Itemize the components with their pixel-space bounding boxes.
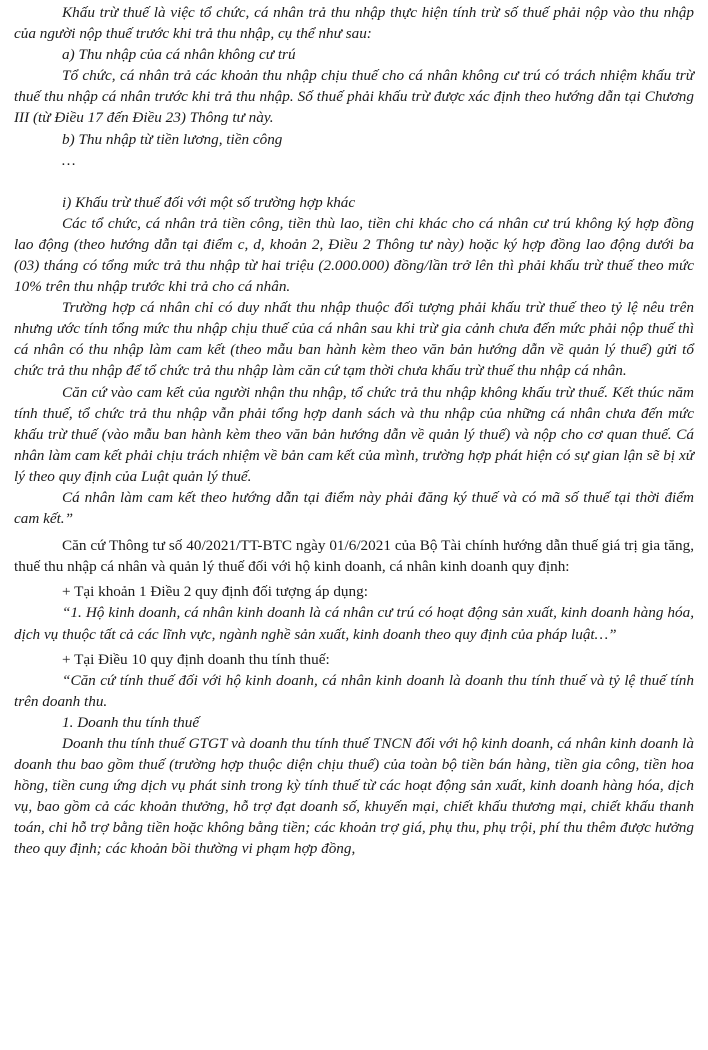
paragraph-article-10: + Tại Điều 10 quy định doanh thu tính thuế:: [62, 650, 330, 668]
heading-nonresident-income: a) Thu nhập của cá nhân không cư trú: [62, 46, 296, 64]
quote-business-households: “1. Hộ kinh doanh, cá nhân kinh doanh là cá nhân cư trú có hoạt động sản xuất, kinh doanh hàng hóa, dịch vụ thuộc tất cả các lĩnh vực, ngành nghề sản xuất, kinh doanh theo quy định của pháp luật…”: [14, 604, 694, 643]
heading-salary-income: b) Thu nhập từ tiền lương, tiền công: [62, 130, 283, 148]
ellipsis-omission: …: [62, 151, 76, 169]
quote-tax-basis: “Căn cứ tính thuế đối với hộ kinh doanh, cá nhân kinh doanh là doanh thu tính thuế và tỷ lệ thuế tính trên doanh thu.: [14, 671, 694, 710]
paragraph-taxable-revenue-definition: Doanh thu tính thuế GTGT và doanh thu tính thuế TNCN đối với hộ kinh doanh, cá nhân kinh doanh là doanh thu bao gồm thuế (trường hợp thuộc diện chịu thuế) của toàn bộ tiền bán hàng, tiền gia công, tiền hoa hồng, tiền cung ứng dịch vụ phát sinh trong kỳ tính thuế từ các hoạt động sản xuất, kinh doanh hàng hóa, dịch vụ, bao gồm cả các khoản thưởng, hỗ trợ đạt doanh số, khuyến mại, chiết khấu thương mại, chiết khấu thanh toán, chi hỗ trợ bằng tiền hoặc không bằng tiền; các khoản trợ giá, phụ thu, phụ trội, phí thu thêm được hưởng theo quy định; các khoản bồi thường vi phạm hợp đồng,: [14, 735, 694, 858]
paragraph-withholding-definition: Khấu trừ thuế là việc tổ chức, cá nhân trả thu nhập thực hiện tính trừ số thuế phải nộp vào thu nhập của người nộp thuế trước khi trả thu nhập, cụ thể như sau:: [14, 4, 694, 43]
heading-taxable-revenue: 1. Doanh thu tính thuế: [62, 713, 200, 731]
paragraph-circular-40: Căn cứ Thông tư số 40/2021/TT-BTC ngày 01/6/2021 của Bộ Tài chính hướng dẫn thuế giá trị gia tăng, thuế thu nhập cá nhân và quản lý thuế đối với hộ kinh doanh, cá nhân kinh doanh quy định:: [14, 537, 694, 576]
paragraph-ten-percent-withholding: Các tổ chức, cá nhân trả tiền công, tiền thù lao, tiền chi khác cho cá nhân cư trú không ký hợp đồng lao động (theo hướng dẫn tại điểm c, d, khoản 2, Điều 2 Thông tư này) hoặc ký hợp đồng lao động dưới ba (03) tháng có tổng mức trả thu nhập từ hai triệu (2.000.000) đồng/lần trở lên thì phải khấu trừ thuế theo mức 10% trên thu nhập trước khi trả cho cá nhân.: [14, 214, 694, 296]
paragraph-tax-registration: Cá nhân làm cam kết theo hướng dẫn tại điểm này phải đăng ký thuế và có mã số thuế tại thời điểm cam kết.”: [14, 488, 694, 528]
paragraph-nonresident-withholding: Tổ chức, cá nhân trả các khoản thu nhập chịu thuế cho cá nhân không cư trú có trách nhiệm khấu trừ thuế thu nhập cá nhân trước khi trả thu nhập. Số thuế phải khấu trừ được xác định theo hướng dẫn tại Chương III (từ Điều 17 đến Điều 23) Thông tư này.: [14, 67, 694, 127]
heading-other-cases: i) Khấu trừ thuế đối với một số trường hợp khác: [62, 193, 356, 211]
document-page: [14, 2, 694, 860]
paragraph-commitment-case: Trường hợp cá nhân chỉ có duy nhất thu nhập thuộc đối tượng phải khấu trừ thuế theo tỷ lệ nêu trên nhưng ước tính tổng mức thu nhập chịu thuế của cá nhân sau khi trừ gia cảnh chưa đến mức phải nộp thuế thì cá nhân có thu nhập làm cam kết (theo mẫu ban hành kèm theo văn bản hướng dẫn về quản lý thuế) gửi tổ chức trả thu nhập để tổ chức trả thu nhập làm căn cứ tạm thời chưa khấu trừ thuế thu nhập cá nhân.: [14, 299, 694, 380]
paragraph-commitment-basis: Căn cứ vào cam kết của người nhận thu nhập, tổ chức trả thu nhập không khấu trừ thuế. Kết thúc năm tính thuế, tổ chức trả thu nhập vẫn phải tổng hợp danh sách và thu nhập của những cá nhân chưa đến mức khấu trừ thuế (vào mẫu ban hành kèm theo văn bản hướng dẫn về quản lý thuế) và nộp cho cơ quan thuế. Cá nhân làm cam kết phải chịu trách nhiệm về bản cam kết của mình, trường hợp phát hiện có sự gian lận sẽ bị xử lý theo quy định của Luật quản lý thuế.: [14, 383, 694, 485]
paragraph-clause-1-article-2: + Tại khoản 1 Điều 2 quy định đối tượng áp dụng:: [62, 583, 368, 601]
